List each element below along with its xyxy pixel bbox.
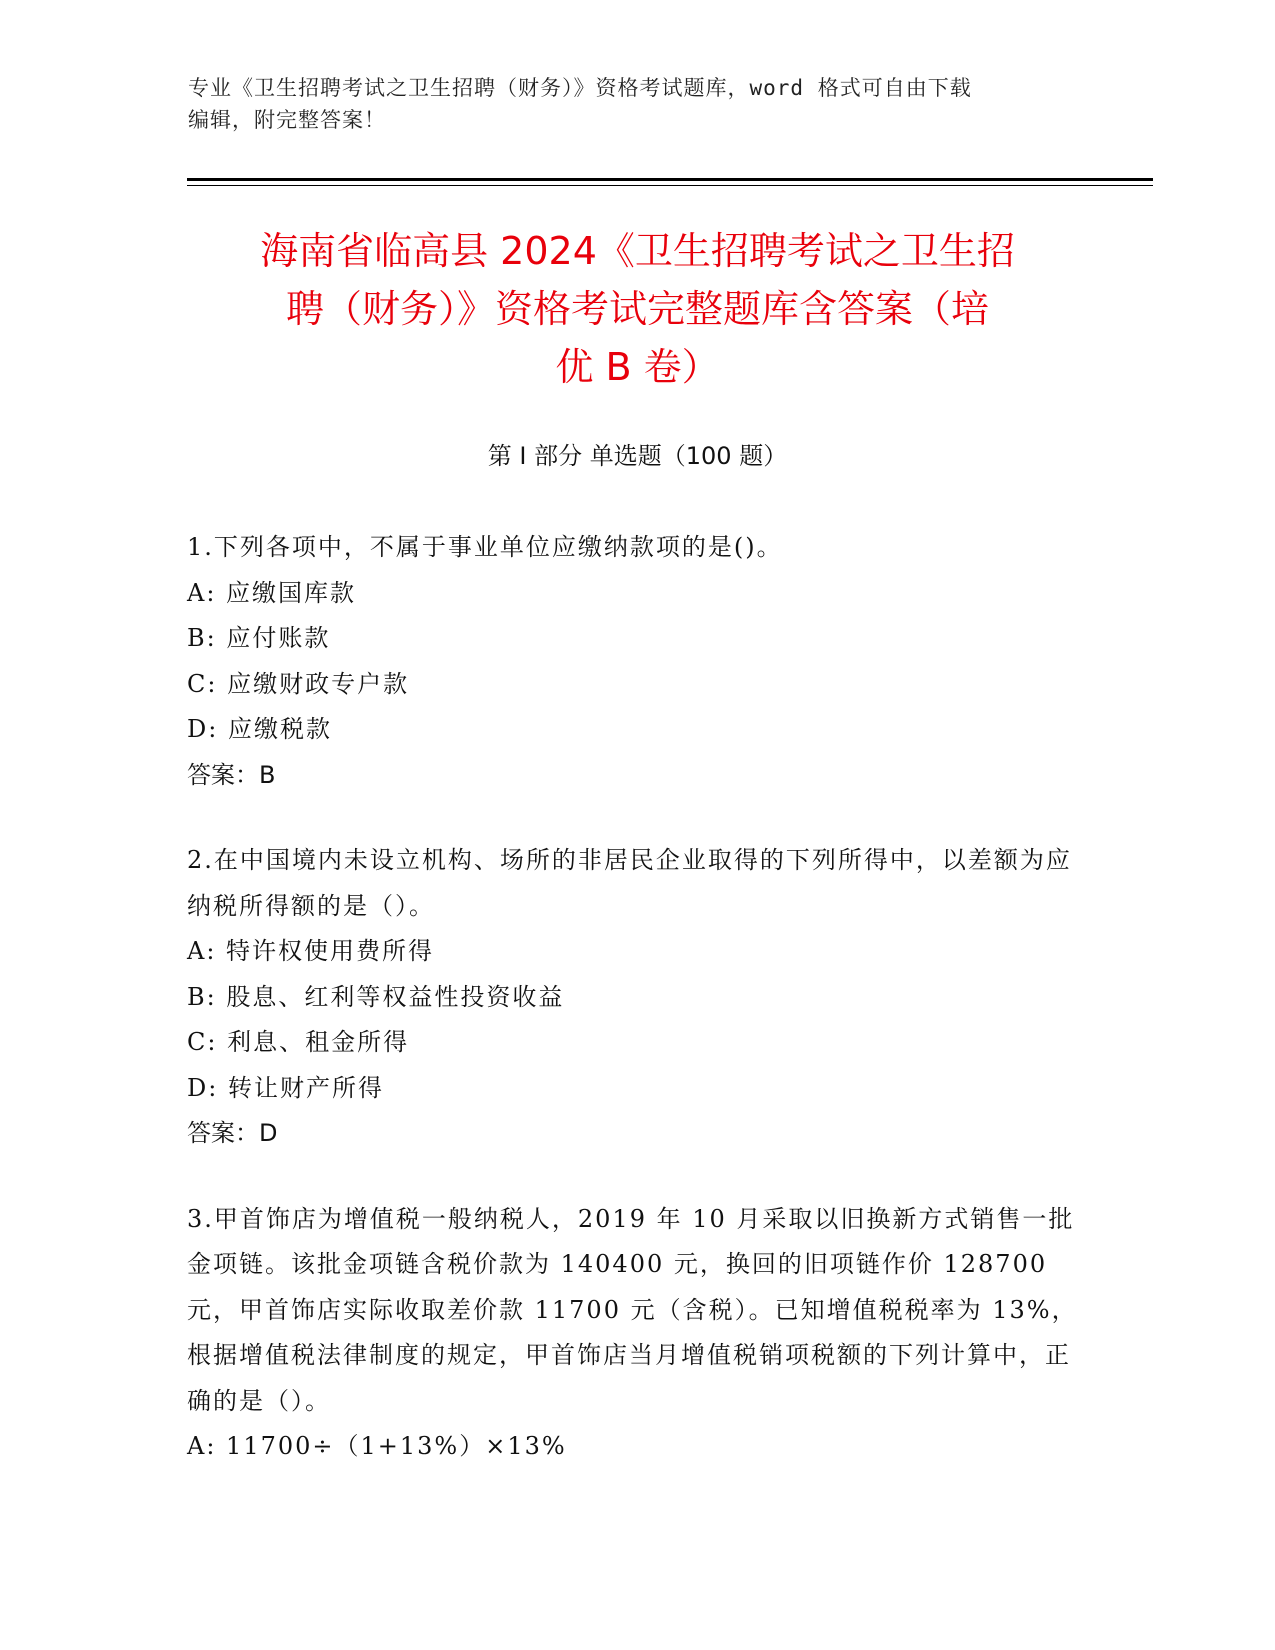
question-stem: 1.下列各项中，不属于事业单位应缴纳款项的是()。 (187, 533, 783, 561)
option-a: A: 特许权使用费所得 (187, 937, 435, 965)
question-3 (187, 1197, 1087, 1470)
option-c: C: 利息、租金所得 (187, 1028, 410, 1056)
answer: 答案：D (187, 1119, 278, 1147)
option-b: B: 应付账款 (187, 624, 331, 652)
document-title-line-1: 海南省临高县 2024《卫生招聘考试之卫生招 (260, 229, 1015, 273)
option-a: A: 应缴国库款 (187, 578, 357, 607)
question-stem: 3.甲首饰店为增值税一般纳税人，2019 年 10 月采取以旧换新方式销售一批金项链。该批金项链含税价款为 140400 元，换回的旧项链作价 128700 元，甲首饰店实际收取差价款 11700 元（含税）。已知增值税税率为 13%，根据增值税法律制度的规定，甲首饰店当月增值税销项税额的下列计算中，正确的是（）。 (187, 1204, 1078, 1415)
question-list (187, 525, 1087, 1510)
header-note (188, 72, 1088, 136)
section-heading: 第 I 部分 单选题（100 题） (487, 442, 788, 470)
document-title-line-3: 优 B 卷） (555, 345, 720, 389)
question-stem: 2.在中国境内未设立机构、场所的非居民企业取得的下列所得中，以差额为应纳税所得额的是（）。 (187, 846, 1072, 920)
document-title-line-2: 聘（财务）》资格考试完整题库含答案（培 (285, 287, 989, 331)
header-divider-thick (187, 178, 1153, 181)
option-c: C: 应缴财政专户款 (187, 669, 410, 698)
header-note-line-2: 编辑，附完整答案！ (188, 108, 386, 132)
document-title (180, 222, 1095, 396)
option-d: D: 转让财产所得 (187, 1073, 384, 1102)
question-2 (187, 838, 1087, 1157)
header-note-line-1: 专业《卫生招聘考试之卫生招聘（财务）》资格考试题库，word 格式可自由下载 (188, 76, 972, 100)
answer: 答案：B (187, 760, 276, 789)
option-d: D: 应缴税款 (187, 715, 332, 743)
header-divider-thin (187, 185, 1153, 186)
option-b: B: 股息、红利等权益性投资收益 (187, 982, 565, 1011)
question-1 (187, 525, 1087, 798)
option-a: A: 11700÷（1+13%）×13% (187, 1432, 567, 1460)
